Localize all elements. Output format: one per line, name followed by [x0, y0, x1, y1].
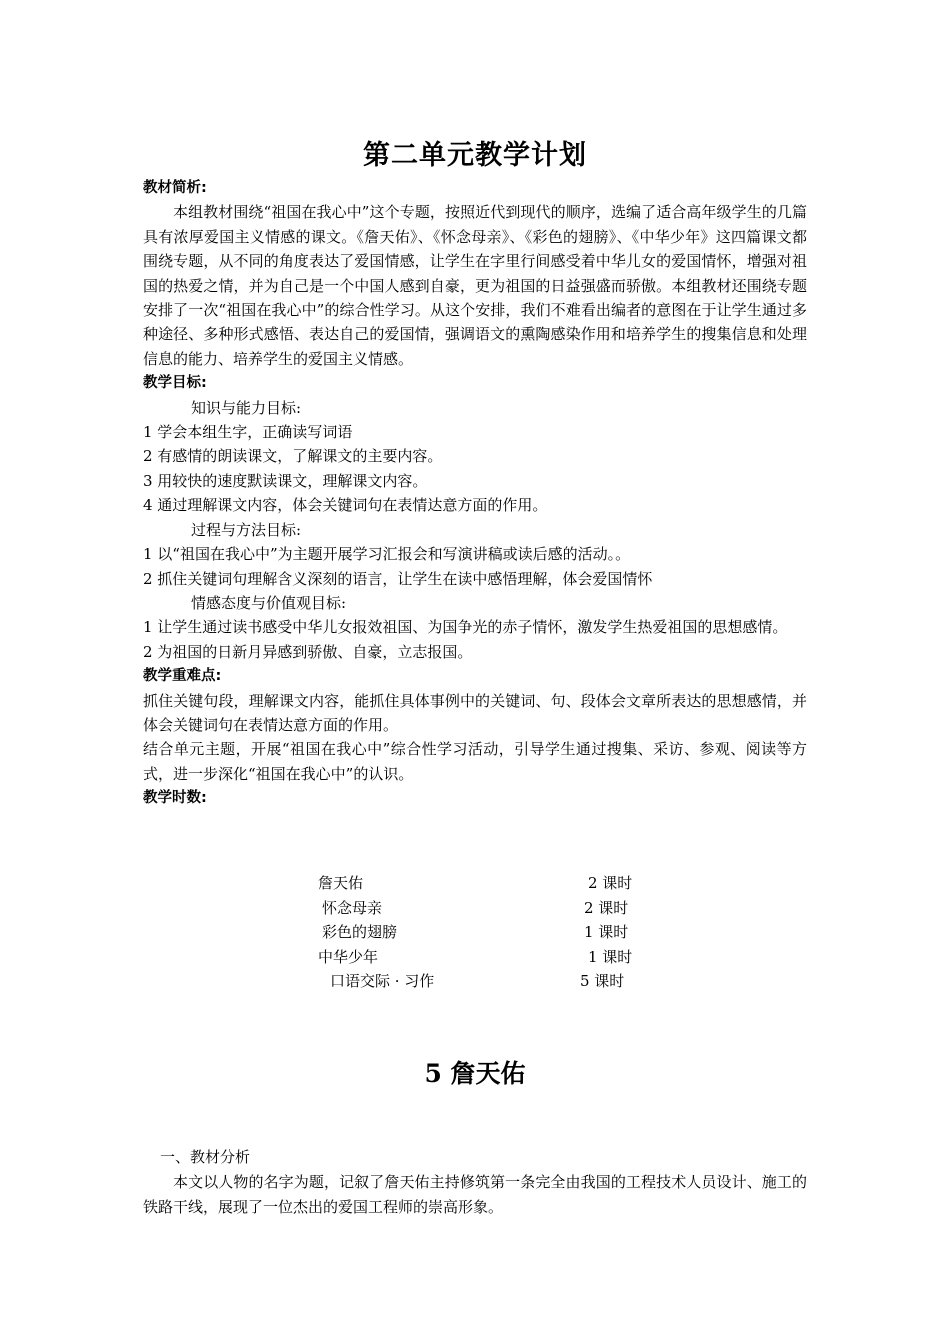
material-paragraph: 本组教材围绕“祖国在我心中”这个专题，按照近代到现代的顺序，选编了适合高年级学生的几篇具有浓厚爱国主义情感的课文。《詹天佑》、《怀念母亲》、《彩色的翅膀》、《中华少年》这四篇课文都围绕专题，从不同的角度表达了爱国情感，让学生在字里行间感受着中华儿女的爱国情怀，增强对祖国的热爱之情，并为自己是一个中国人感到自豪，更为祖国的日益强盛而骄傲。本组教材还围绕专题安排了一次“祖国在我心中”的综合性学习。从这个安排，我们不难看出编者的意图在于让学生通过多种途径、多种形式感悟、表达自己的爱国情，强调语文的熏陶感染作用和培养学生的搜集信息和处理信息的能力、培养学生的爱国主义情感。 — [143, 203, 807, 368]
emotion-goal-item: 2 为祖国的日新月异感到骄傲、自豪，立志报国。 — [143, 642, 473, 661]
hours-lesson-time: 2 课时 — [588, 874, 633, 892]
lesson-section-heading: 一、教材分析 — [160, 1148, 251, 1166]
hours-lesson-name: 彩色的翅膀 — [322, 923, 398, 942]
hours-heading: 教学时数: — [143, 790, 207, 807]
knowledge-goals-heading: 知识与能力目标: — [191, 398, 302, 417]
hours-lesson-name: 怀念母亲 — [322, 898, 383, 917]
hours-row — [318, 896, 658, 921]
lesson-title: 5 詹天佑 — [424, 1059, 526, 1088]
knowledge-goal-item: 3 用较快的速度默读课文，理解课文内容。 — [143, 471, 428, 490]
process-goals-heading: 过程与方法目标: — [191, 520, 302, 539]
hours-lesson-name: 口语交际 · 习作 — [330, 972, 435, 991]
hours-lesson-time: 1 课时 — [588, 947, 633, 966]
goals-heading: 教学目标: — [143, 375, 207, 392]
process-goal-item: 1 以“祖国在我心中”为主题开展学习汇报会和写演讲稿或读后感的活动。。 — [143, 545, 631, 564]
hours-row — [318, 871, 658, 896]
emotion-goals-heading: 情感态度与价值观目标: — [191, 593, 347, 612]
material-heading: 教材简析: — [143, 180, 207, 196]
hours-lesson-time: 2 课时 — [584, 898, 629, 917]
hours-table — [318, 871, 658, 994]
emotion-goal-item: 1 让学生通过读书感受中华儿女报效祖国、为国争光的赤子情怀，激发学生热爱祖国的思想感情。 — [143, 618, 788, 637]
hours-lesson-name: 詹天佑 — [318, 874, 364, 892]
key-point-item: 结合单元主题，开展“祖国在我心中”综合性学习活动，引导学生通过搜集、采访、参观、阅读等方式，进一步深化“祖国在我心中”的认识。 — [143, 740, 807, 783]
hours-row — [318, 969, 658, 994]
process-goal-item: 2 抓住关键词句理解含义深刻的语言，让学生在读中感悟理解，体会爱国情怀 — [143, 569, 653, 588]
knowledge-goal-item: 1 学会本组生字，正确读写词语 — [143, 423, 353, 442]
hours-lesson-time: 5 课时 — [580, 972, 625, 991]
lesson-section-paragraph: 本文以人物的名字为题，记叙了詹天佑主持修筑第一条完全由我国的工程技术人员设计、施工的铁路干线，展现了一位杰出的爱国工程师的崇高形象。 — [143, 1173, 807, 1216]
key-point-item: 抓住关键句段，理解课文内容，能抓住具体事例中的关键词、句、段体会文章所表达的思想感情，并体会关键词句在表情达意方面的作用。 — [143, 691, 807, 734]
hours-lesson-time: 1 课时 — [584, 923, 629, 942]
hours-lesson-name: 中华少年 — [318, 947, 379, 966]
page-title: 第二单元教学计划 — [363, 140, 587, 171]
unit-plan-body — [143, 176, 807, 811]
hours-row — [318, 920, 658, 945]
hours-row — [318, 945, 658, 970]
knowledge-goal-item: 4 通过理解课文内容，体会关键词句在表情达意方面的作用。 — [143, 496, 548, 515]
knowledge-goal-item: 2 有感情的朗读课文，了解课文的主要内容。 — [143, 447, 443, 466]
key-points-heading: 教学重难点: — [143, 668, 222, 685]
